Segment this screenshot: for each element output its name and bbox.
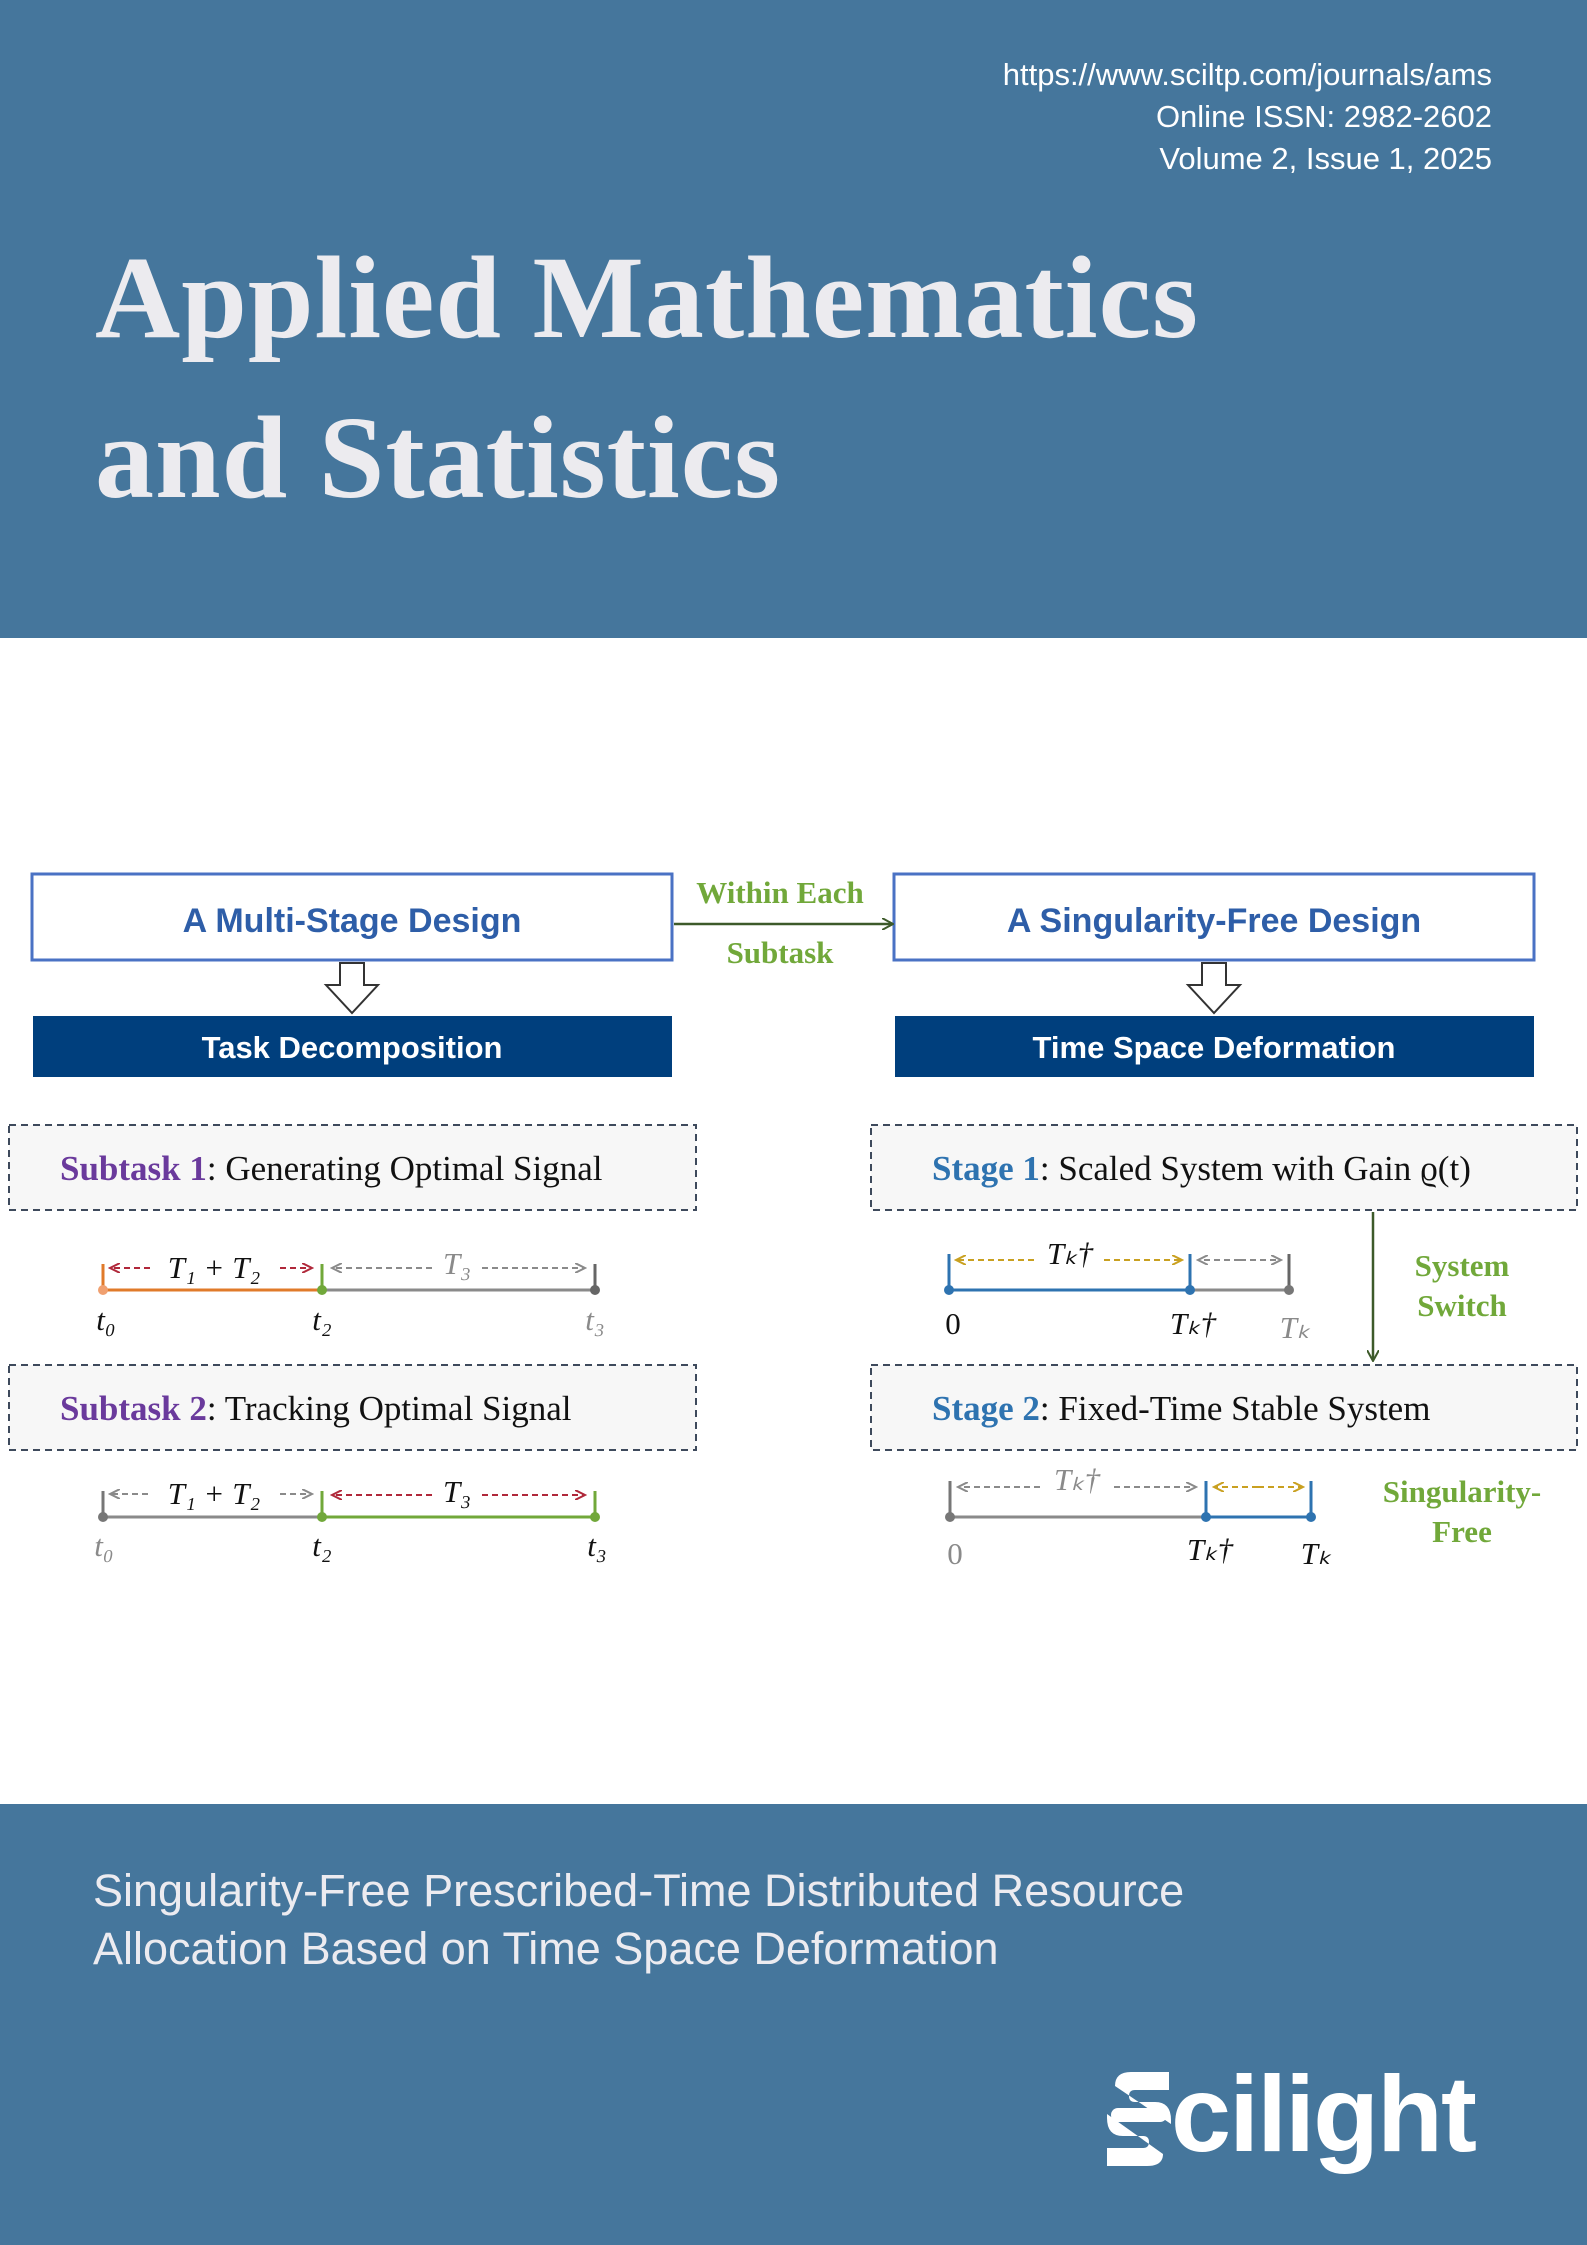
scilight-logo[interactable] bbox=[1105, 2053, 1485, 2180]
timeline3-dot2 bbox=[1284, 1285, 1294, 1295]
journal-title bbox=[95, 218, 1199, 538]
timeline1-label0: t₀ bbox=[96, 1302, 116, 1337]
timeline2-label0: t₀ bbox=[94, 1528, 114, 1563]
article-title-line2: Allocation Based on Time Space Deformation bbox=[93, 1923, 999, 1974]
timeline1-span-a: T₁ + T₂ bbox=[167, 1250, 261, 1285]
stage2-text bbox=[932, 1389, 1430, 1428]
stage1-label: Stage 1 bbox=[932, 1149, 1040, 1188]
connector-label-2: Subtask bbox=[726, 935, 834, 970]
timeline2-label1: t₂ bbox=[312, 1528, 332, 1563]
connector-label-1: Within Each bbox=[696, 875, 864, 910]
timeline4-label2: Tₖ bbox=[1300, 1536, 1332, 1571]
timeline2-span-a: T₁ + T₂ bbox=[167, 1476, 261, 1511]
journal-volume: Volume 2, Issue 1, 2025 bbox=[1159, 141, 1492, 176]
timeline4-span-a: Tₖ† bbox=[1054, 1462, 1100, 1497]
timeline2-dot0 bbox=[98, 1512, 108, 1522]
timeline1-label2: t₃ bbox=[585, 1302, 605, 1337]
article-title bbox=[93, 1862, 1184, 1978]
journal-title-line1: Applied Mathematics bbox=[95, 232, 1199, 363]
singularity-free-label: A Singularity-Free Design bbox=[1006, 902, 1422, 940]
timeline1-label1: t₂ bbox=[312, 1302, 332, 1337]
system-switch-label-2: Switch bbox=[1417, 1288, 1507, 1323]
subtask2-label: Subtask 2 bbox=[60, 1389, 207, 1428]
scilight-wordmark: cilight bbox=[1171, 2053, 1475, 2174]
timeline2-label2: t₃ bbox=[587, 1528, 607, 1563]
time-space-deformation-label: Time Space Deformation bbox=[1032, 1030, 1396, 1065]
timeline3-dot0 bbox=[944, 1285, 954, 1295]
article-title-line1: Singularity-Free Prescribed-Time Distributed Resource bbox=[93, 1865, 1185, 1916]
singularity-free-note-2: Free bbox=[1432, 1514, 1492, 1549]
stage1-text bbox=[932, 1149, 1471, 1188]
timeline2-dot2 bbox=[590, 1512, 600, 1522]
timeline3-dot1 bbox=[1185, 1285, 1195, 1295]
timeline1-dot0 bbox=[98, 1285, 108, 1295]
multi-stage-label: A Multi-Stage Design bbox=[182, 902, 522, 940]
timeline1-span-b: T₃ bbox=[442, 1246, 472, 1281]
timeline3-label0: 0 bbox=[945, 1306, 961, 1341]
timeline1-dot2 bbox=[590, 1285, 600, 1295]
timeline4-label1: Tₖ† bbox=[1187, 1532, 1233, 1567]
scilight-s-icon bbox=[1105, 2068, 1173, 2168]
graphical-abstract bbox=[0, 860, 1587, 1600]
timeline4-dot1 bbox=[1201, 1512, 1211, 1522]
stage2-desc: : Fixed-Time Stable System bbox=[1039, 1389, 1431, 1428]
singularity-free-note-1: Singularity- bbox=[1382, 1474, 1542, 1509]
timeline2-span-b: T₃ bbox=[442, 1474, 472, 1509]
stage1-desc: : Scaled System with Gain ϱ(t) bbox=[1039, 1149, 1471, 1188]
timeline2-dot1 bbox=[317, 1512, 327, 1522]
timeline4-label0: 0 bbox=[947, 1536, 963, 1571]
timeline1-dot1 bbox=[317, 1285, 327, 1295]
subtask2-desc: : Tracking Optimal Signal bbox=[206, 1389, 572, 1428]
journal-meta bbox=[1003, 54, 1492, 180]
journal-url[interactable]: https://www.sciltp.com/journals/ams bbox=[1002, 57, 1492, 92]
timeline3-label1: Tₖ† bbox=[1170, 1306, 1216, 1341]
subtask1-desc: : Generating Optimal Signal bbox=[206, 1149, 603, 1188]
stage2-label: Stage 2 bbox=[932, 1389, 1040, 1428]
subtask1-label: Subtask 1 bbox=[60, 1149, 207, 1188]
task-decomposition-label: Task Decomposition bbox=[201, 1030, 503, 1065]
journal-title-line2: and Statistics bbox=[95, 392, 782, 523]
timeline4-dot0 bbox=[945, 1512, 955, 1522]
timeline3-span-a: Tₖ† bbox=[1047, 1236, 1093, 1271]
timeline3-label2: Tₖ bbox=[1279, 1310, 1311, 1345]
journal-issn: Online ISSN: 2982-2602 bbox=[1155, 99, 1492, 134]
subtask1-text bbox=[60, 1149, 603, 1188]
down-arrow-icon bbox=[1188, 963, 1240, 1013]
subtask2-text bbox=[60, 1389, 572, 1428]
system-switch-label-1: System bbox=[1414, 1248, 1510, 1283]
down-arrow-icon bbox=[326, 963, 378, 1013]
timeline4-dot2 bbox=[1306, 1512, 1316, 1522]
